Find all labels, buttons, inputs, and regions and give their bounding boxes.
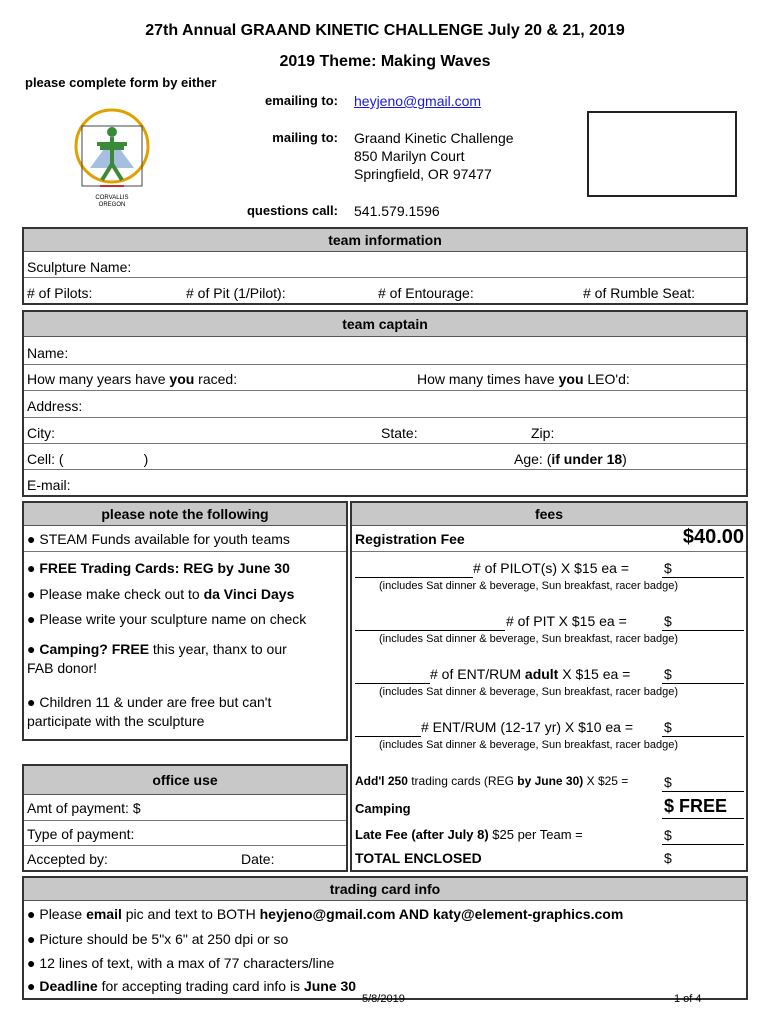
mail-label: mailing to: [272,130,338,145]
pit-fee-line[interactable]: # of PIT X $15 ea = [506,613,627,629]
pilots-field[interactable]: # of Pilots: [27,285,93,301]
years-raced-field[interactable]: How many years have you raced: [27,371,238,387]
note-children: ● Children 11 & under are free but can't [27,694,272,710]
addl-trading-cards-line[interactable]: Add'l 250 trading cards (REG by June 30) X $25 = [355,774,629,788]
pilot-fee-line[interactable]: # of PILOT(s) X $15 ea = [473,560,630,576]
accepted-by-field[interactable]: Accepted by: [27,851,108,867]
zip-field[interactable]: Zip: [531,425,555,441]
theme-title: 2019 Theme: Making Waves [279,53,491,70]
ent-adult-fee-line[interactable]: # of ENT/RUM adult X $15 ea = [430,666,631,682]
team-captain-section [22,310,748,497]
addl-trading-cards-dollar: $ [664,774,672,790]
state-field[interactable]: State: [381,425,418,441]
ent-adult-fee-dollar: $ [664,666,672,682]
trading-bullet-email: ● Please email pic and text to BOTH heyjeno@gmail.com AND katy@element-graphics.com [27,906,624,922]
mail-line2: 850 Marilyn Court [354,148,465,164]
registration-fee-label: Registration Fee [355,531,465,547]
sculpture-name-field[interactable]: Sculpture Name: [27,259,132,275]
trading-bullet-deadline: ● Deadline for accepting trading card info is June 30 [27,978,357,994]
footer-date: 5/8/2019 [362,993,405,1005]
total-enclosed-dollar: $ [664,850,672,866]
intro-text: please complete form by either [25,75,217,90]
pilot-fee-dollar: $ [664,560,672,576]
note-camping-line2: FAB donor! [27,660,98,676]
team-captain-header: team captain [24,312,746,337]
amount-of-payment-field[interactable]: Amt of payment: $ [27,800,141,816]
rumble-seat-field[interactable]: # of Rumble Seat: [583,285,696,301]
office-use-header: office use [24,766,346,795]
city-field[interactable]: City: [27,425,55,441]
trading-bullet-lines: ● 12 lines of text, with a max of 77 characters/line [27,955,335,971]
late-fee-line[interactable]: Late Fee (after July 8) $25 per Team = [355,827,583,842]
notes-section [22,501,348,741]
team-info-header: team information [24,229,746,252]
email-link[interactable]: heyjeno@gmail.com [354,93,482,109]
cell-field[interactable]: Cell: ( ) [27,451,149,467]
pit-includes-note: (includes Sat dinner & beverage, Sun breakfast, racer badge) [379,633,679,645]
captain-email-field[interactable]: E-mail: [27,477,71,493]
phone-label: questions call: [246,203,338,218]
stamp-box [587,111,737,197]
registration-fee-amount: $40.00 [682,526,744,548]
trading-bullet-picture: ● Picture should be 5"x 6" at 250 dpi or so [27,931,289,947]
type-of-payment-field[interactable]: Type of payment: [27,826,135,842]
pit-field[interactable]: # of Pit (1/Pilot): [186,285,286,301]
mail-line1: Graand Kinetic Challenge [354,130,514,146]
fees-section [350,501,748,872]
ent-youth-fee-dollar: $ [664,719,672,735]
trading-card-header: trading card info [24,878,746,901]
entourage-field[interactable]: # of Entourage: [378,285,474,301]
camping-amount: $ FREE [664,796,728,816]
logo-line2: OREGON [98,202,126,208]
email-label: emailing to: [265,93,338,108]
note-sculpture-name: ● Please write your sculpture name on check [27,611,307,627]
mail-line3: Springfield, OR 97477 [354,166,492,182]
ent-youth-includes-note: (includes Sat dinner & beverage, Sun breakfast, racer badge) [379,739,679,751]
logo-line1: CORVALLIS [95,195,129,201]
office-use-section [22,764,348,872]
fees-header: fees [352,503,746,526]
ent-adult-includes-note: (includes Sat dinner & beverage, Sun breakfast, racer badge) [379,686,679,698]
pit-fee-dollar: $ [664,613,672,629]
camping-label: Camping [355,801,411,816]
leo-count-field[interactable]: How many times have you LEO'd: [417,371,630,387]
pilot-includes-note: (includes Sat dinner & beverage, Sun breakfast, racer badge) [379,580,679,592]
logo [42,98,182,218]
trading-card-section [22,876,748,1000]
office-date-field[interactable]: Date: [241,851,275,867]
note-steam: ● STEAM Funds available for youth teams [27,531,290,547]
team-info-section [22,227,748,305]
phone-number: 541.579.1596 [354,203,440,219]
address-field[interactable]: Address: [27,398,83,414]
notes-header: please note the following [24,503,346,526]
note-children-line2: participate with the sculpture [27,713,205,729]
age-field[interactable]: Age: (if under 18) [514,451,627,467]
note-camping: ● Camping? FREE this year, thanx to our [27,641,287,657]
captain-name-field[interactable]: Name: [27,345,69,361]
late-fee-dollar: $ [664,827,672,843]
footer-page-number: 1 of 4 [674,993,702,1005]
page-title: 27th Annual GRAAND KINETIC CHALLENGE July 20 & 21, 2019 [145,22,625,39]
ent-youth-fee-line[interactable]: # ENT/RUM (12-17 yr) X $10 ea = [421,719,634,735]
total-enclosed-label: TOTAL ENCLOSED [355,850,482,866]
note-trading-cards: ● FREE Trading Cards: REG by June 30 [27,560,290,576]
note-check: ● Please make check out to da Vinci Days [27,586,295,602]
